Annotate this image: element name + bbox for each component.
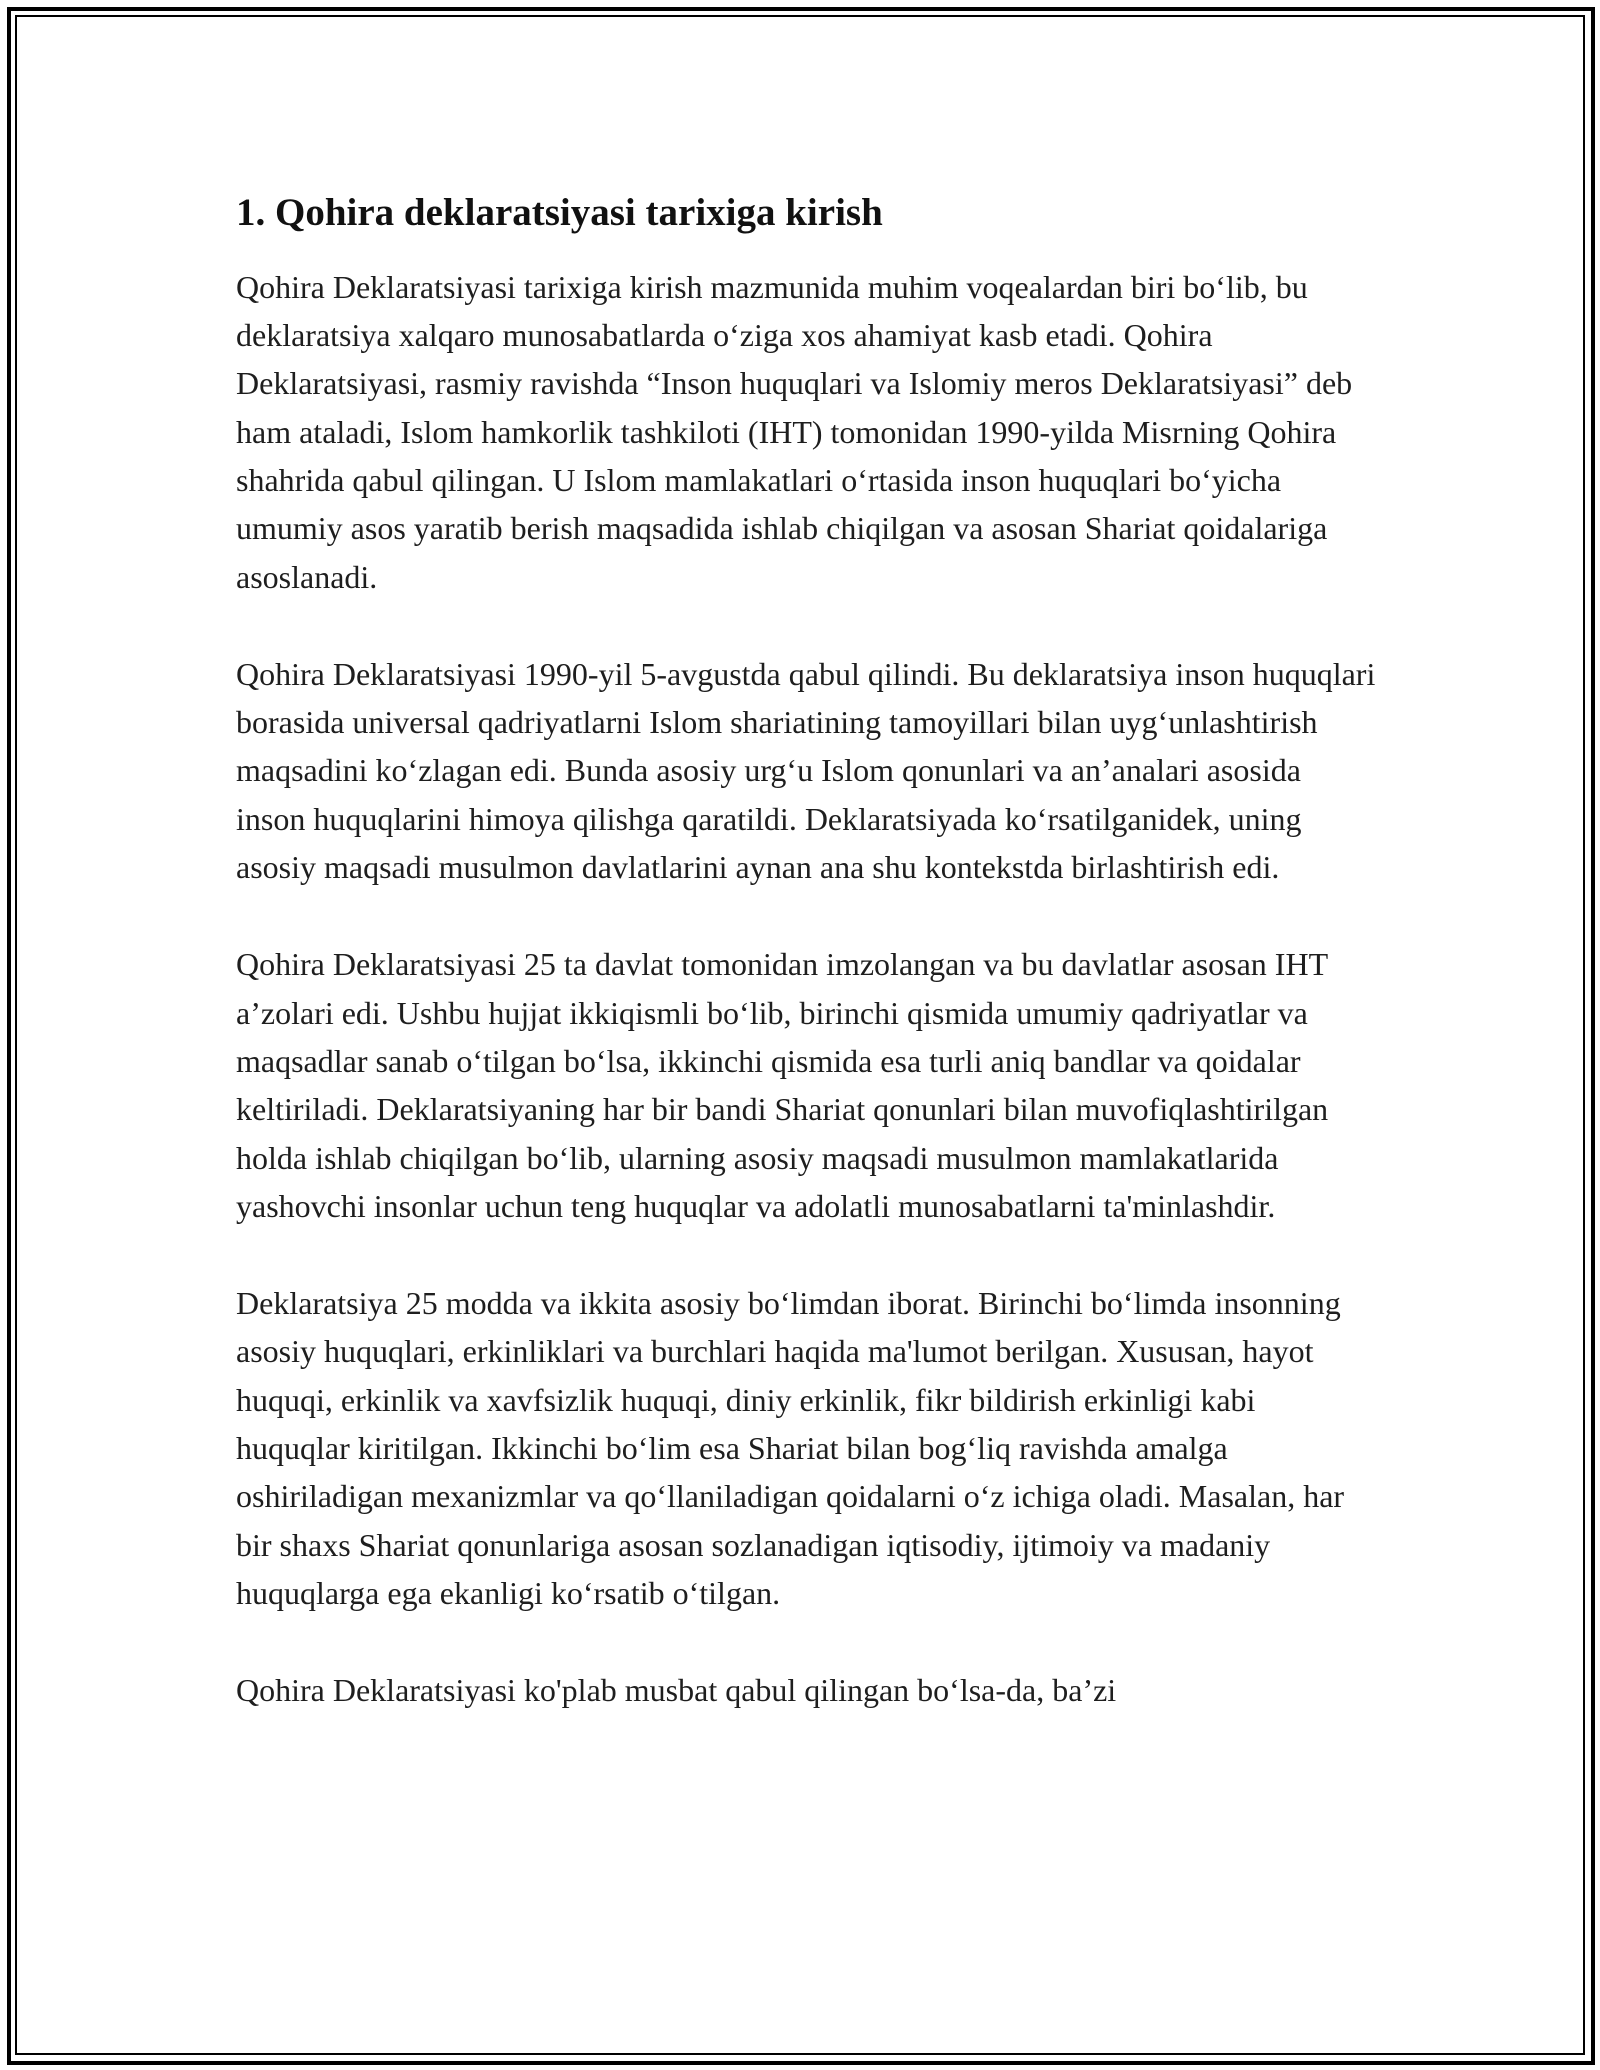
paragraph-3: Qohira Deklaratsiyasi 25 ta davlat tomonidan imzolangan va bu davlatlar asosan IHT a’zolari edi. Ushbu hujjat ikkiqismli bo‘lib, birinchi qismida umumiy qadriyatlar va maqsadlar sanab o‘tilgan bo‘lsa, ikkinchi qismida esa turli aniq bandlar va qoidalar keltiriladi. Deklaratsiyaning har bir bandi Shariat qonunlari bilan muvofiqlashtirilgan holda ishlab chiqilgan bo‘lib, ularning asosiy maqsadi musulmon mamlakatlarida yashovchi insonlar uchun teng huquqlar va adolatli munosabatlarni ta'minlashdir. xyxy=(236,946,1329,1224)
paragraph-5: Qohira Deklaratsiyasi ko'plab musbat qabul qilingan bo‘lsa-da, ba’zi xyxy=(236,1672,1117,1709)
document-body xyxy=(236,180,1376,1764)
section-heading: 1. Qohira deklaratsiyasi tarixiga kirish xyxy=(236,191,883,234)
paragraph-1: Qohira Deklaratsiyasi tarixiga kirish mazmunida muhim voqealardan biri bo‘lib, bu deklaratsiya xalqaro munosabatlarda o‘ziga xos ahamiyat kasb etadi. Qohira Deklaratsiyasi, rasmiy ravishda “Inson huquqlari va Islomiy meros Deklaratsiyasi” deb ham ataladi, Islom hamkorlik tashkiloti (IHT) tomonidan 1990-yilda Misrning Qohira shahrida qabul qilingan. U Islom mamlakatlari o‘rtasida inson huquqlari bo‘yicha umumiy asos yaratib berish maqsadida ishlab chiqilgan va asosan Shariat qoidalariga asoslanadi. xyxy=(236,268,1353,595)
paragraph-4: Deklaratsiya 25 modda va ikkita asosiy bo‘limdan iborat. Birinchi bo‘limda insonning asosiy huquqlari, erkinliklari va burchlari haqida ma'lumot berilgan. Xususan, hayot huquqi, erkinlik va xavfsizlik huquqi, diniy erkinlik, fikr bildirish erkinligi kabi huquqlar kiritilgan. Ikkinchi bo‘lim esa Shariat bilan bog‘liq ravishda amalga oshiriladigan mexanizmlar va qo‘llaniladigan qoidalarni o‘z ichiga oladi. Masalan, har bir shaxs Shariat qonunlariga asosan sozlanadigan iqtisodiy, ijtimoiy va madaniy huquqlarga ega ekanligi ko‘rsatib o‘tilgan. xyxy=(236,1285,1345,1611)
paragraph-2: Qohira Deklaratsiyasi 1990-yil 5-avgustda qabul qilindi. Bu deklaratsiya inson huquqlari borasida universal qadriyatlarni Islom shariatining tamoyillari bilan uyg‘unlashtirish maqsadini ko‘zlagan edi. Bunda asosiy urg‘u Islom qonunlari va an’analari asosida inson huquqlarini himoya qilishga qaratildi. Deklaratsiyada ko‘rsatilganidek, uning asosiy maqsadi musulmon davlatlarini aynan ana shu kontekstda birlashtirish edi. xyxy=(236,655,1376,886)
